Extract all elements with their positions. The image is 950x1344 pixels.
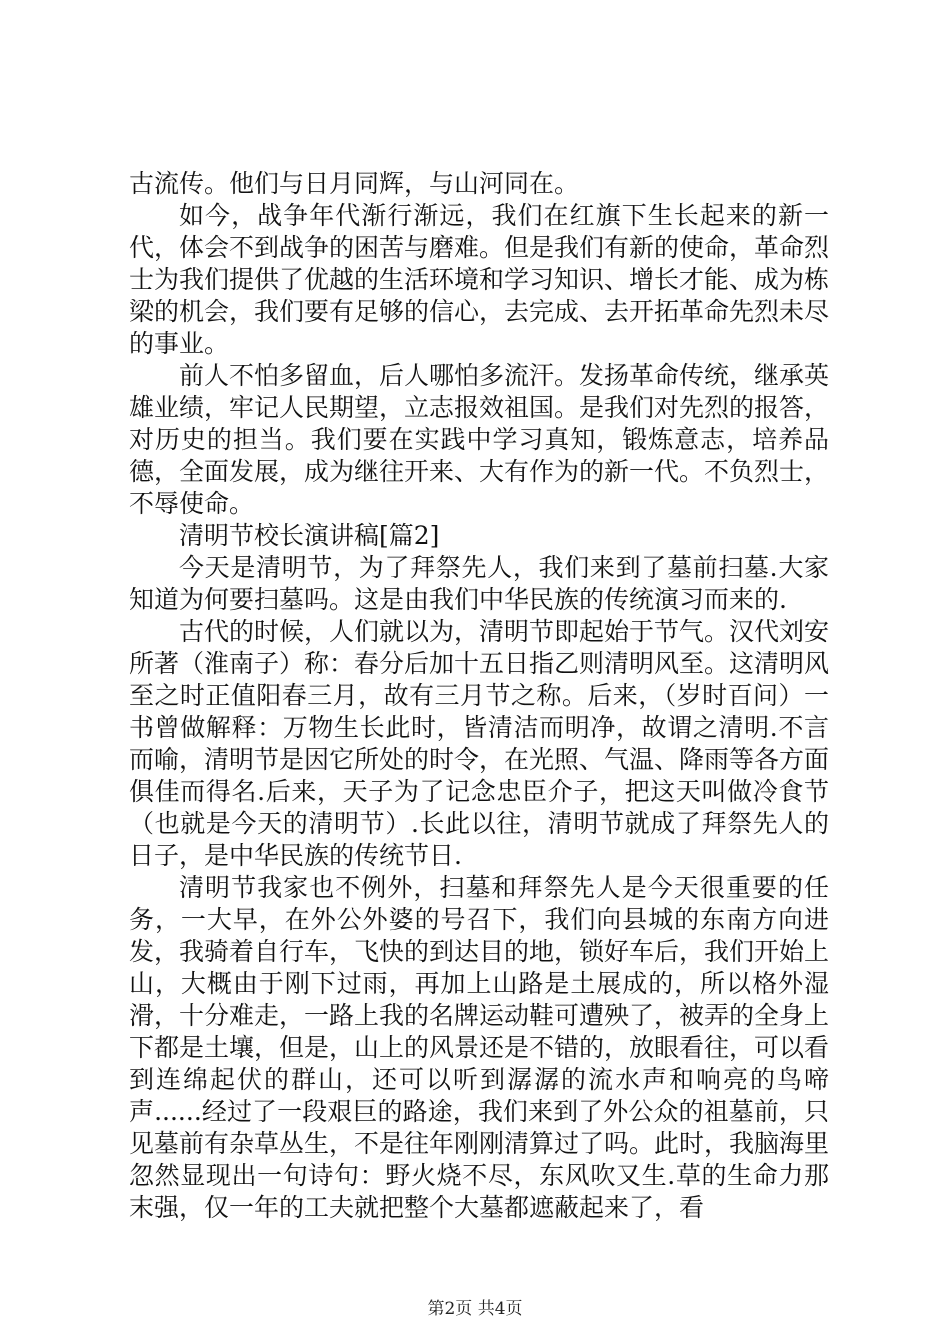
paragraph-1: 古流传。他们与日月同辉，与山河同在。	[129, 169, 580, 198]
page-footer: 第2页 共4页	[427, 1299, 523, 1319]
paragraph-3: 前人不怕多留血，后人哪怕多流汗。发扬革命传统，继承英雄业绩，牢记人民期望，立志报效祖国。是我们对先烈的报答，对历史的担当。我们要在实践中学习真知，锻炼意志，培养品德，全面发展，成为继往开来、大有作为的新一代。不负烈士，不辱使命。	[129, 361, 830, 518]
paragraph-5: 古代的时候，人们就以为，清明节即起始于节气。汉代刘安所著（淮南子）称：春分后加十五日指乙则清明风至。这清明风至之时正值阳春三月，故有三月节之称。后来，（岁时百问）一书曾做解释：万物生长此时，皆清洁而明净，故谓之清明.不言而喻，清明节是因它所处的时令，在光照、气温、降雨等各方面俱佳而得名.后来，天子为了记念忠臣介子，把这天叫做冷食节（也就是今天的清明节）.长此以往，清明节就成了拜祭先人的日子，是中华民族的传统节日.	[129, 617, 830, 870]
document-body	[129, 168, 829, 1224]
section-heading: 清明节校长演讲稿[篇2]	[179, 521, 440, 550]
paragraph-4: 今天是清明节，为了拜祭先人，我们来到了墓前扫墓.大家知道为何要扫墓吗。这是由我们中华民族的传统演习而来的.	[129, 553, 829, 614]
paragraph-2: 如今，战争年代渐行渐远，我们在红旗下生长起来的新一代，体会不到战争的困苦与磨难。但是我们有新的使命，革命烈士为我们提供了优越的生活环境和学习知识、增长才能、成为栋梁的机会，我们要有足够的信心，去完成、去开拓革命先烈未尽的事业。	[129, 201, 830, 358]
paragraph-6: 清明节我家也不例外，扫墓和拜祭先人是今天很重要的任务，一大早，在外公外婆的号召下，我们向县城的东南方向进发，我骑着自行车，飞快的到达目的地，锁好车后，我们开始上山，大概由于刚下过雨，再加上山路是土展成的，所以格外湿滑，十分难走，一路上我的名牌运动鞋可遭殃了，被弄的全身上下都是土壤，但是，山上的风景还是不错的，放眼看往，可以看到连绵起伏的群山，还可以听到潺潺的流水声和响亮的鸟啼声......经过了一段艰巨的路途，我们来到了外公众的祖墓前，只见墓前有杂草丛生，不是往年刚刚清算过了吗。此时，我脑海里忽然显现出一句诗句：野火烧不尽，东风吹又生.草的生命力那末强，仅一年的工夫就把整个大墓都遮蔽起来了，看	[129, 873, 830, 1222]
